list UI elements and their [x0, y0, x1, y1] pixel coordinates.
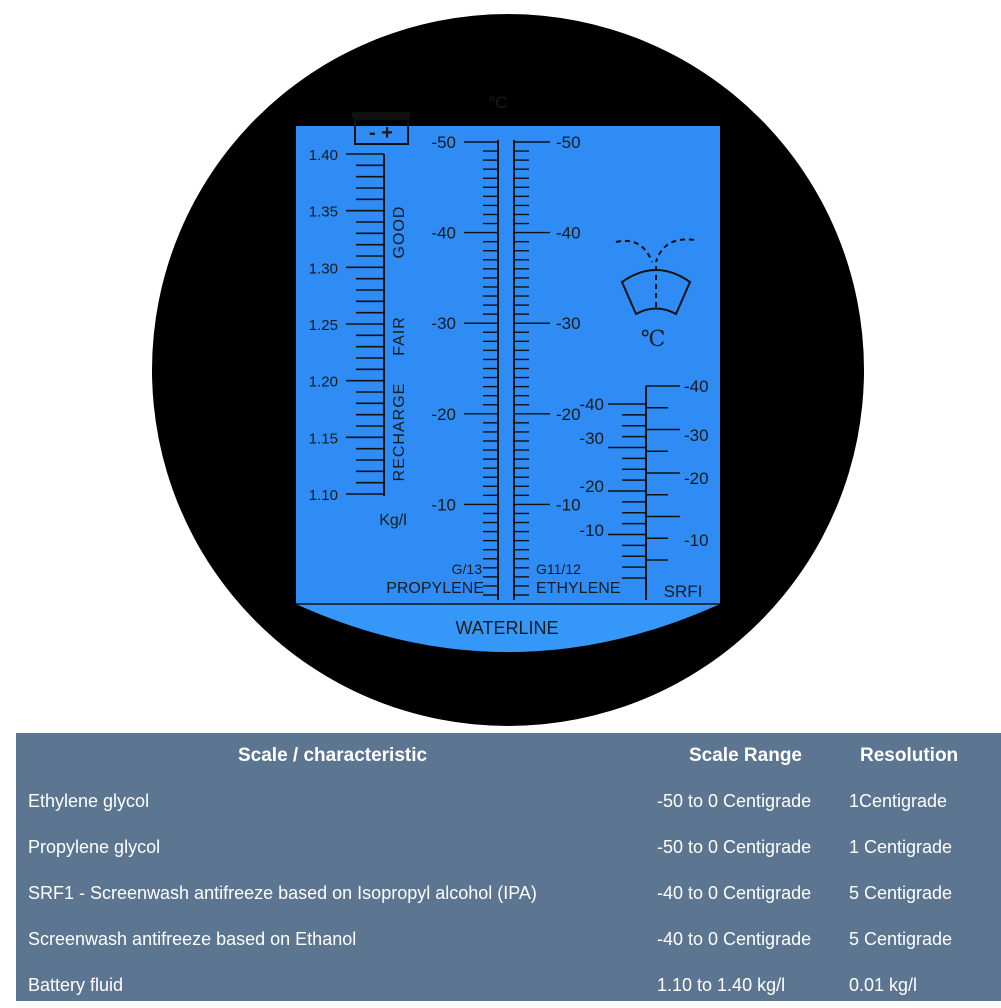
- ethylene-tick-label: -10: [556, 495, 581, 515]
- row-resolution: 1Centigrade: [849, 791, 948, 811]
- row-resolution: 5 Centigrade: [849, 883, 953, 903]
- propylene-label: PROPYLENE: [386, 580, 484, 597]
- ethylene-label: ETHYLENE: [536, 580, 621, 597]
- srfi-right-tick-label: -20: [684, 469, 709, 488]
- table-row: [16, 870, 1001, 916]
- row-range: 1.10 to 1.40 kg/l: [657, 975, 786, 995]
- table-row: [16, 916, 1001, 962]
- propylene-code-label: G/13: [451, 561, 482, 577]
- row-characteristic: SRF1 - Screenwash antifreeze based on Isopropyl alcohol (IPA): [28, 883, 537, 903]
- battery-tick-label: 1.20: [308, 373, 338, 391]
- ethylene-tick-label: -30: [556, 314, 581, 334]
- srfi-label: SRFI: [663, 582, 703, 601]
- waterline-label: WATERLINE: [455, 618, 559, 638]
- battery-polarity-label: - +: [369, 122, 393, 144]
- srfi-left-tick-label: -40: [579, 395, 604, 414]
- battery-tick-label: 1.25: [308, 317, 338, 334]
- table-row: [16, 962, 1001, 1008]
- srfi-right-tick-label: -10: [684, 531, 709, 550]
- srfi-left-tick-label: -20: [579, 477, 604, 496]
- propylene-tick-label: -30: [431, 314, 456, 334]
- row-range: -40 to 0 Centigrade: [657, 883, 812, 903]
- row-range: -50 to 0 Centigrade: [657, 791, 812, 811]
- table-row: [16, 824, 1001, 870]
- srfi-right-tick-label: -40: [684, 377, 709, 396]
- specification-table: [16, 733, 1001, 1001]
- srfi-celsius-symbol: ℃: [640, 326, 666, 351]
- header-resolution: Resolution: [860, 745, 959, 766]
- row-resolution: 5 Centigrade: [849, 929, 953, 949]
- battery-tick-label: 1.10: [308, 487, 338, 504]
- ethylene-tick-label: -50: [556, 133, 581, 152]
- header-characteristic: Scale / characteristic: [238, 745, 428, 766]
- srfi-left-tick-label: -10: [579, 521, 604, 540]
- battery-tick-label: 1.35: [308, 203, 338, 221]
- srfi-right-tick-label: -30: [684, 426, 709, 445]
- ethylene-tick-label: -40: [556, 223, 581, 243]
- ethylene-code-label: G11/12: [536, 561, 581, 577]
- header-range: Scale Range: [689, 745, 802, 766]
- row-range: -50 to 0 Centigrade: [657, 837, 812, 857]
- row-range: -40 to 0 Centigrade: [657, 929, 812, 949]
- ethylene-tick-label: -20: [556, 404, 581, 424]
- propylene-tick-label: -20: [431, 404, 456, 424]
- table-row: [16, 778, 1001, 824]
- scale-field: [296, 126, 720, 652]
- propylene-tick-label: -40: [431, 223, 456, 243]
- table-header-row: [16, 733, 1001, 779]
- battery-fair-label: FAIR: [391, 316, 408, 356]
- row-characteristic: Battery fluid: [28, 975, 124, 995]
- row-resolution: 0.01 kg/l: [849, 975, 918, 995]
- propylene-tick-label: -50: [431, 133, 456, 152]
- row-characteristic: Ethylene glycol: [28, 791, 150, 811]
- battery-recharge-label: RECHARGE: [391, 382, 408, 482]
- srfi-left-tick-label: -30: [579, 429, 604, 448]
- battery-tick-label: 1.40: [308, 147, 338, 164]
- battery-tick-label: 1.15: [308, 430, 338, 448]
- row-characteristic: Propylene glycol: [28, 837, 161, 857]
- battery-tick-label: 1.30: [308, 260, 338, 278]
- battery-unit-label: Kg/l: [379, 512, 407, 529]
- row-resolution: 1 Centigrade: [849, 837, 953, 857]
- celsius-label: °C: [488, 93, 508, 112]
- propylene-tick-label: -10: [431, 495, 456, 515]
- row-characteristic: Screenwash antifreeze based on Ethanol: [28, 929, 357, 949]
- battery-good-label: GOOD: [391, 205, 408, 259]
